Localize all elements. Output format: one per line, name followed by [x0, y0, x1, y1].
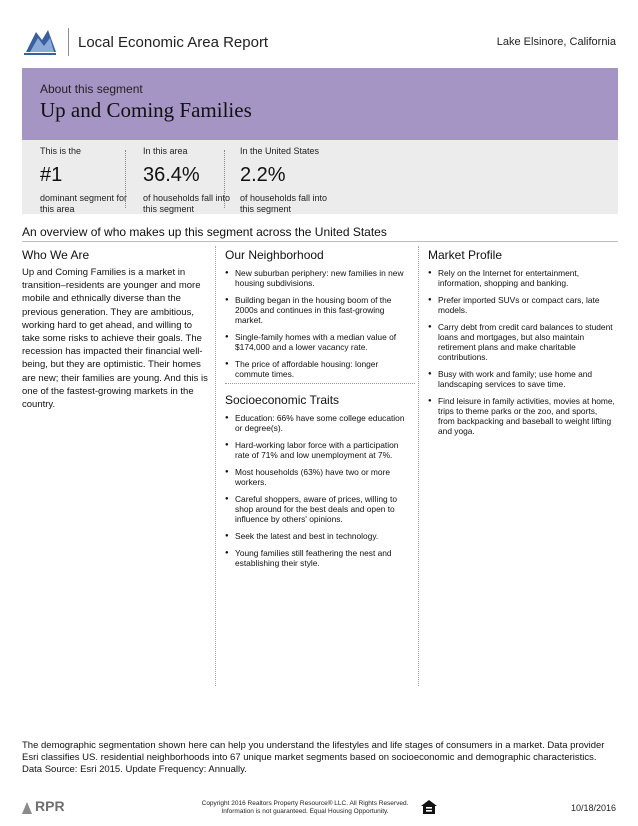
- report-date: 10/18/2016: [570, 803, 616, 813]
- stat-us: [240, 146, 340, 215]
- stat-value: 36.4%: [143, 164, 200, 186]
- header-divider: [68, 28, 69, 56]
- stat-divider: [224, 150, 225, 208]
- list-item: ● Single-family homes with a median value of $174,000 and a lower vacancy rate.: [225, 332, 410, 352]
- list-item: ● Find leisure in family activities, movies at home, trips to theme parks or the zoo, and sports, from backpacking and baseball to weight lifting and yoga.: [428, 396, 616, 436]
- list-item: ● Most households (63%) have two or more workers.: [225, 467, 410, 487]
- list-item: ● Rely on the Internet for entertainment, information, shopping and banking.: [428, 268, 616, 288]
- stat-area: [143, 146, 243, 215]
- stat-head: This is the: [40, 146, 82, 156]
- overview-heading: An overview of who makes up this segment across the United States: [22, 225, 387, 239]
- market-profile-title: Market Profile: [428, 248, 503, 262]
- list-item: ● New suburban periphery: new families in new housing subdivisions.: [225, 268, 410, 288]
- copyright-line: Copyright 2016 Realtors Property Resource® LLC. All Rights Reserved.: [201, 800, 409, 807]
- stat-desc: dominant segment for this area: [40, 193, 128, 214]
- list-item: ● Hard-working labor force with a participation rate of 71% and low unemployment at 7%.: [225, 440, 410, 460]
- stat-head: In the United States: [240, 146, 320, 156]
- neighborhood-list: [225, 268, 410, 386]
- who-we-are-title: Who We Are: [22, 248, 90, 262]
- list-item: ● Carry debt from credit card balances to student loans and mortgages, but also maintain retirement plans and make charitable contributions.: [428, 322, 616, 362]
- who-we-are-text: Up and Coming Families is a market in transition–residents are younger and more mobile and ethnically diverse than the previous generation. They are ambitious, working hard to get ahead, and willing to take some risks to achieve their goals. The recession has impacted their financial well-being, but they are optimistic. Their homes are new; their families are young. And this is one of the fastest-growing markets in the country.: [22, 267, 208, 411]
- market-profile-list: [428, 268, 616, 443]
- rpr-logo: [22, 798, 65, 814]
- list-item: ● Education: 66% have some college education or degree(s).: [225, 413, 410, 433]
- segment-label: About this segment: [40, 82, 143, 96]
- stat-divider: [125, 150, 126, 208]
- list-item: ● Seek the latest and best in technology.: [225, 531, 410, 541]
- neighborhood-title: Our Neighborhood: [225, 248, 324, 262]
- segment-title: Up and Coming Families: [40, 98, 252, 122]
- column-divider: [215, 246, 216, 686]
- equal-housing-icon: [420, 799, 438, 815]
- overview-rule: [22, 241, 618, 242]
- list-item: ● Busy with work and family; use home and landscaping services to save time.: [428, 369, 616, 389]
- location-label: Lake Elsinore, California: [496, 36, 616, 48]
- report-title: Local Economic Area Report: [78, 34, 269, 51]
- socioeconomic-list: [225, 413, 410, 575]
- section-divider: [225, 383, 415, 384]
- list-item: ● Building began in the housing boom of the 2000s and continues in this fast-growing market.: [225, 295, 410, 325]
- rpr-mark-icon: [22, 801, 32, 813]
- disclaimer-line: Information is not guaranteed. Equal Housing Opportunity.: [221, 807, 389, 815]
- copyright-text: [190, 800, 420, 815]
- stat-head: In this area: [143, 146, 188, 156]
- stat-value: 2.2%: [240, 164, 286, 186]
- list-item: ● Young families still feathering the nest and establishing their style.: [225, 548, 410, 568]
- stat-desc: of households fall into this segment: [143, 193, 231, 214]
- column-divider: [418, 246, 419, 686]
- stat-value: #1: [40, 164, 63, 186]
- list-item: ● The price of affordable housing: longer commute times.: [225, 359, 410, 379]
- stat-desc: of households fall into this segment: [240, 193, 328, 214]
- list-item: ● Prefer imported SUVs or compact cars, late models.: [428, 295, 616, 315]
- footnote-text: The demographic segmentation shown here can help you understand the lifestyles and life stages of consumers in a market. Data provider Esri classifies US. residential neighborhoods into 67 unique market segments based on socioeconomic and demographic characteristics. Data Source: Esri 2015. Update Frequency: Annually.: [22, 740, 605, 775]
- socioeconomic-title: Socioeconomic Traits: [225, 393, 340, 407]
- realtor-association-logo-icon: [22, 24, 58, 58]
- rpr-brand: RPR: [35, 798, 65, 814]
- list-item: ● Careful shoppers, aware of prices, willing to shop around for the best deals and open to influence by others' opinions.: [225, 494, 410, 524]
